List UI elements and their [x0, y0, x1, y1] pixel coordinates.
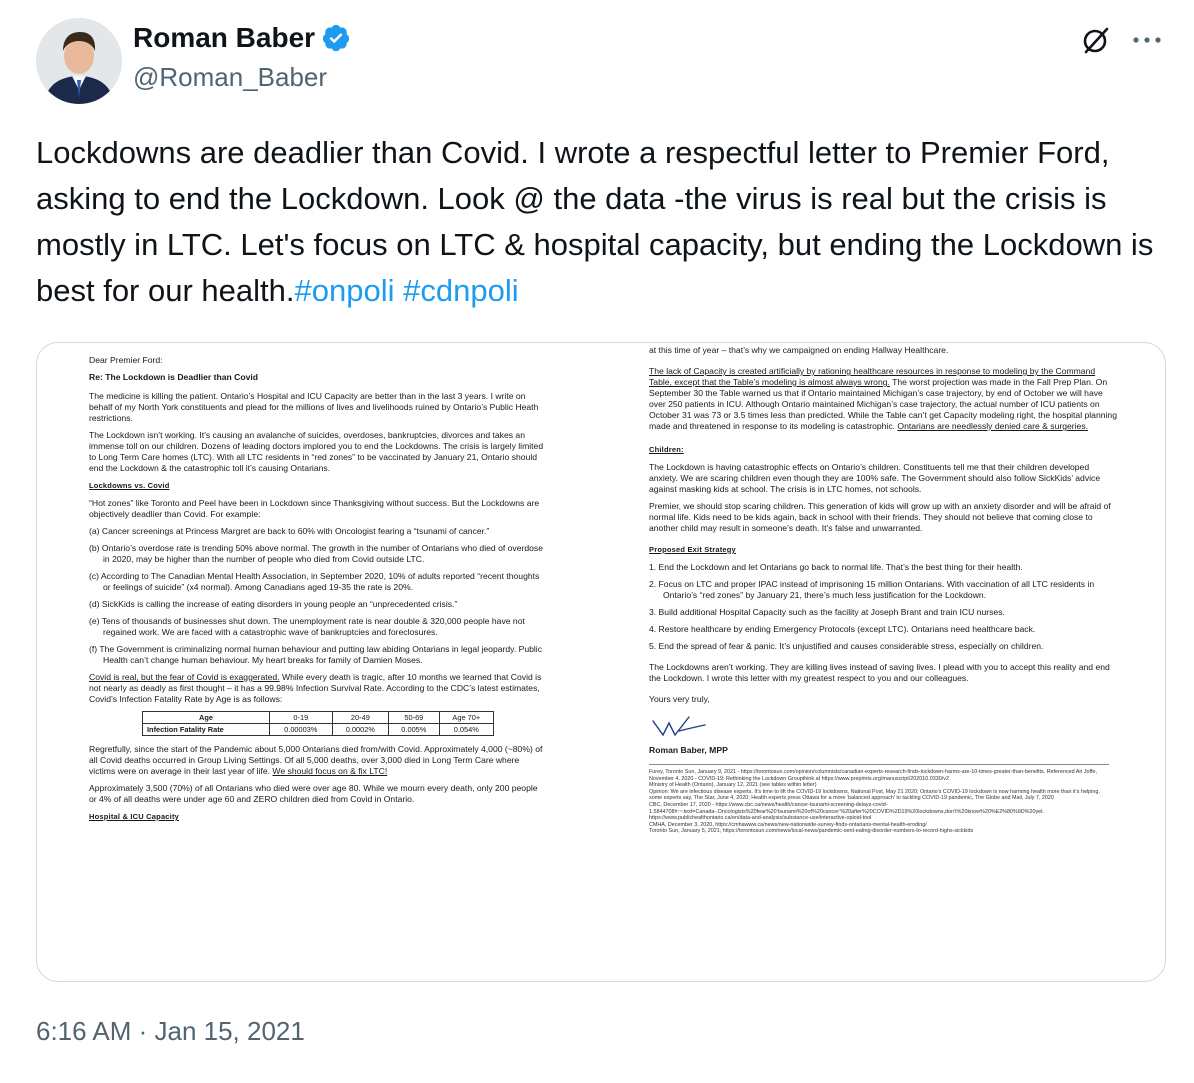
- letter-text: The worst projection was made in the Fall Prep Plan. On September 30 the Table warned us that if Ontario maintained Michigan’s case trajectory, by end of October we will have over 250 patients in ICU. Although Ontario maintained Michigan’s case trajectory, the actual number of ICU patients on October 31 was 73 or 3.5 times less than predicted. While the Table can’t get Capacity modeling right, the hospital planning made and threatened in response to its modeling is catastrophic.: [649, 377, 1117, 431]
- table-cell: Infection Fatality Rate: [143, 724, 270, 736]
- table-cell: 20-49: [332, 712, 389, 724]
- letter-image[interactable]: [36, 342, 1166, 982]
- letter-paragraph: The Lockdown isn’t working. It’s causing an avalanche of suicides, overdoses, bankruptcies, divorces and takes an immense toll on our children. Dozens of leading doctors implored you to end the Lockdowns. The crisis is largely limited to Long Term Care homes (LTC). With all LTC residents in “red zones” to be vaccinated by January 21, Ontario should end the Lockdown & the catastrophic toll it’s causing Ontarians.: [89, 430, 544, 473]
- letter-list-item: (e) Tens of thousands of businesses shut down. The unemployment rate is near double & 320,000 people have not regained work. We are faced with a catastrophic wave of bankruptcies and foreclosures.: [89, 616, 525, 637]
- letter-paragraph: [649, 366, 1119, 432]
- author-name-row[interactable]: [133, 22, 351, 54]
- letter-paragraph: “Hot zones” like Toronto and Peel have been in Lockdown since Thanksgiving without success. But the Lockdowns are objectively deadlier than Covid. For example:: [89, 498, 540, 519]
- footnote: Opinion: We are infectious disease experts. It’s time to lift the COVID-19 lockdowns, National Post, May 21 2020; Ontario’s COVID-19 lockdown is now harming health more than it’s helping, some experts say, The Star, June 4, 2020; Health experts press Ottawa for a more ‘balanced approach’ to tackling COVID-19 pandemic, The Globe and Mail, July 7, 2020: [649, 788, 1100, 802]
- footnote: CBC, December 17, 2020 - https://www.cbc.ca/news/health/cancer-tsunami-screening-delays-covid-1.5844708#:~:text=Canada-,Oncologists%20fear%20’tsunami%20of%20cancer’%20after%20COVID%2D19%20lockdowns,don’t%20know%20%E2%80%9D%20yet.: [649, 801, 1045, 815]
- letter-list-item: 3. Build additional Hospital Capacity such as the facility at Joseph Brant and train ICU nurses.: [649, 607, 1005, 617]
- letter-paragraph: The Lockdowns aren’t working. They are killing lives instead of saving lives. I plead with you to accept this reality and end the Lockdown. I wrote this letter with my greatest respect to you and our colleagues.: [649, 662, 1110, 683]
- letter-heading: Lockdowns vs. Covid: [89, 481, 170, 490]
- letter-heading: Children:: [649, 445, 684, 454]
- footnote: Furey, Toronto Sun, January 9, 2021 - https://torontosun.com/opinion/columnists/canadian-experts-research-finds-lockdown-harms-are-10-times-greater-than-benefits. Referenced Ari Joffe, November 4, 2020 - COVID-19: Rethinking the Lockdown Groupthink at https://www.preprints.org/manuscript/202010.0330/v2: [649, 769, 1097, 782]
- letter-list-item: 4. Restore healthcare by ending Emergency Protocols (except LTC). Ontarians need healthcare back.: [649, 624, 1036, 634]
- more-dots-icon[interactable]: [1130, 26, 1164, 54]
- letter-underlined: Ontarians are needlessly denied care & surgeries.: [897, 421, 1089, 431]
- letter-salutation: Dear Premier Ford:: [89, 355, 163, 365]
- table-cell: 0-19: [270, 712, 333, 724]
- letter-list-item: (f) The Government is criminalizing normal human behaviour and putting law abiding Ontarians in legal jeopardy. Public Health can’t change human behaviour. My heart breaks for family of Damien Moses.: [89, 644, 543, 665]
- letter-text: Regretfully, since the start of the Pandemic about 5,000 Ontarians died from/with Covid. Approximately 4,000 (~80%) of all Covid deaths occurred in Group Living Settings. Of all 5,000 deaths, over 3,000 died in Long Term Care where victims were on average in their last year of life.: [89, 744, 543, 776]
- signature: [649, 711, 1119, 745]
- author-name[interactable]: Roman Baber: [133, 22, 316, 53]
- letter-list-item: 5. End the spread of fear & panic. It’s unjustified and causes considerable stress, especially on children.: [649, 641, 1044, 651]
- table-cell: 0.00003%: [270, 724, 333, 736]
- letter-page-right: [649, 345, 1119, 835]
- letter-signer: Roman Baber, MPP: [649, 745, 728, 755]
- letter-heading: Hospital & ICU Capacity: [89, 812, 180, 821]
- table-cell: 0.054%: [439, 724, 493, 736]
- letter-list-item: (c) According to The Canadian Mental Health Association, in September 2020, 10% of adults reported “recent thoughts or feelings of suicide” (x4 normal). Among Canadians aged 19-35 the rate is 20%.: [89, 571, 540, 592]
- hashtag-cdnpoli[interactable]: #cdnpoli: [403, 273, 519, 308]
- footnote: Toronto Sun, January 5, 2021, https://torontosun.com/news/local-news/pandemic-sent-eating-disorder-numbers-to-record-highs-sickkids: [649, 828, 974, 835]
- letter-paragraph: [89, 744, 547, 777]
- verified-badge-icon: [321, 23, 351, 53]
- letter-underlined: The lack of Capacity is created artificially by rationing healthcare resources in response to modeling by the Command Table, except that the Table’s modeling is almost always wrong.: [649, 366, 1096, 387]
- letter-list-item: (d) SickKids is calling the increase of eating disorders in young people an “unprecedented crisis.”: [89, 599, 458, 609]
- letter-paragraph: The Lockdown is having catastrophic effects on Ontario’s children. Constituents tell me that their children developed anxiety. We are scaring children even though they are 100% safe. The Government should also follow SickKids’ advice against masking kids at school. The crisis is in LTC homes, not schools.: [649, 462, 1101, 494]
- letter-text: While every death is tragic, after 10 months we learned that Covid is not nearly as deadly as first thought – it has a 99.98% Infection Survival Rate. According to the CDC’s latest estimates, Covid’s Infection Fatality Rate by Age is as follows:: [89, 672, 542, 704]
- hashtag-onpoli[interactable]: #onpoli: [294, 273, 395, 308]
- tweet-body: Lockdowns are deadlier than Covid. I wrote a respectful letter to Premier Ford, asking to end the Lockdown. Look @ the data -the virus is real but the crisis is mostly in LTC. Let's focus on LTC & hospital capacity, but ending the Lockdown is best for our health.: [36, 135, 1154, 308]
- letter-paragraph: The medicine is killing the patient. Ontario’s Hospital and ICU Capacity are better than in the last 3 years. I write on behalf of my North York constituents and plead for the millions of lives and livelihoods ruined by Ontario’s Public Heath restrictions.: [89, 391, 539, 423]
- letter-re: Re: The Lockdown is Deadlier than Covid: [89, 372, 259, 382]
- letter-list-item: 1. End the Lockdown and let Ontarians go back to normal life. That’s the best thing for their health.: [649, 562, 1023, 572]
- letter-paragraph: Premier, we should stop scaring children. This generation of kids will grow up with an anxiety disorder and will be afraid of normal life. Kids need to be kids again, back in school with their friends. They should not believe that coming close to another child may result in someone’s death. It’s false and unwarranted.: [649, 501, 1111, 533]
- letter-underlined: Covid is real, but the fear of Covid is exaggerated.: [89, 672, 280, 682]
- slashed-circle-icon[interactable]: [1080, 24, 1112, 56]
- table-cell: 0.005%: [389, 724, 439, 736]
- footnote: CMHA, December 3, 2020, https://cmhawww.ca/news/new-nationwide-survey-finds-ontarians-mental-health-eroding/: [649, 821, 927, 828]
- table-row: [143, 724, 494, 736]
- letter-list-item: 2. Focus on LTC and proper IPAC instead of imprisoning 15 million Ontarians. With vaccination of all LTC residents in Ontario’s “red zones” by January 21, there’s much less justification for the Lockdown.: [649, 579, 1095, 600]
- ifr-table: [142, 711, 494, 736]
- tweet-timestamp[interactable]: 6:16 AM · Jan 15, 2021: [36, 1016, 305, 1046]
- table-cell: Age 70+: [439, 712, 493, 724]
- letter-page-left: [89, 355, 547, 829]
- footnote: https://www.publichealthontario.ca/en/data-and-analysis/substance-use/interactive-opioid-tool: [649, 815, 872, 822]
- avatar[interactable]: [36, 18, 122, 104]
- letter-list-item: (b) Ontario’s overdose rate is trending 50% above normal. The growth in the number of Ontarians who died of overdose in 2020, may be higher than the number of people who died from Covid outside LTC.: [89, 543, 543, 564]
- letter-heading: Proposed Exit Strategy: [649, 545, 736, 554]
- avatar-photo: [36, 18, 122, 104]
- table-cell: 50-69: [389, 712, 439, 724]
- author-handle[interactable]: @Roman_Baber: [133, 62, 328, 92]
- footnote: Ministry of Health (Ontario), January 12, 2021 (see tables within letter): [649, 782, 817, 789]
- letter-paragraph: at this time of year – that’s why we campaigned on ending Hallway Healthcare.: [649, 345, 949, 355]
- letter-closing: Yours very truly,: [649, 694, 710, 704]
- letter-paragraph: Approximately 3,500 (70%) of all Ontarians who died were over age 80. While we mourn every death, only 200 people or 4% of all deaths were under age 60 and ZERO children died from Covid in Ontario.: [89, 783, 538, 804]
- table-cell: Age: [143, 712, 270, 724]
- letter-paragraph: [89, 672, 547, 705]
- signature-mark-icon: [649, 711, 709, 741]
- letter-underlined: We should focus on & fix LTC!: [272, 766, 388, 776]
- tweet-text: [36, 130, 1166, 314]
- letter-list-item: (a) Cancer screenings at Princess Margret are back to 60% with Oncologist fearing a “tsunami of cancer.”: [89, 526, 490, 536]
- table-row: [143, 712, 494, 724]
- table-cell: 0.0002%: [332, 724, 389, 736]
- letter-footnotes: [649, 764, 1109, 835]
